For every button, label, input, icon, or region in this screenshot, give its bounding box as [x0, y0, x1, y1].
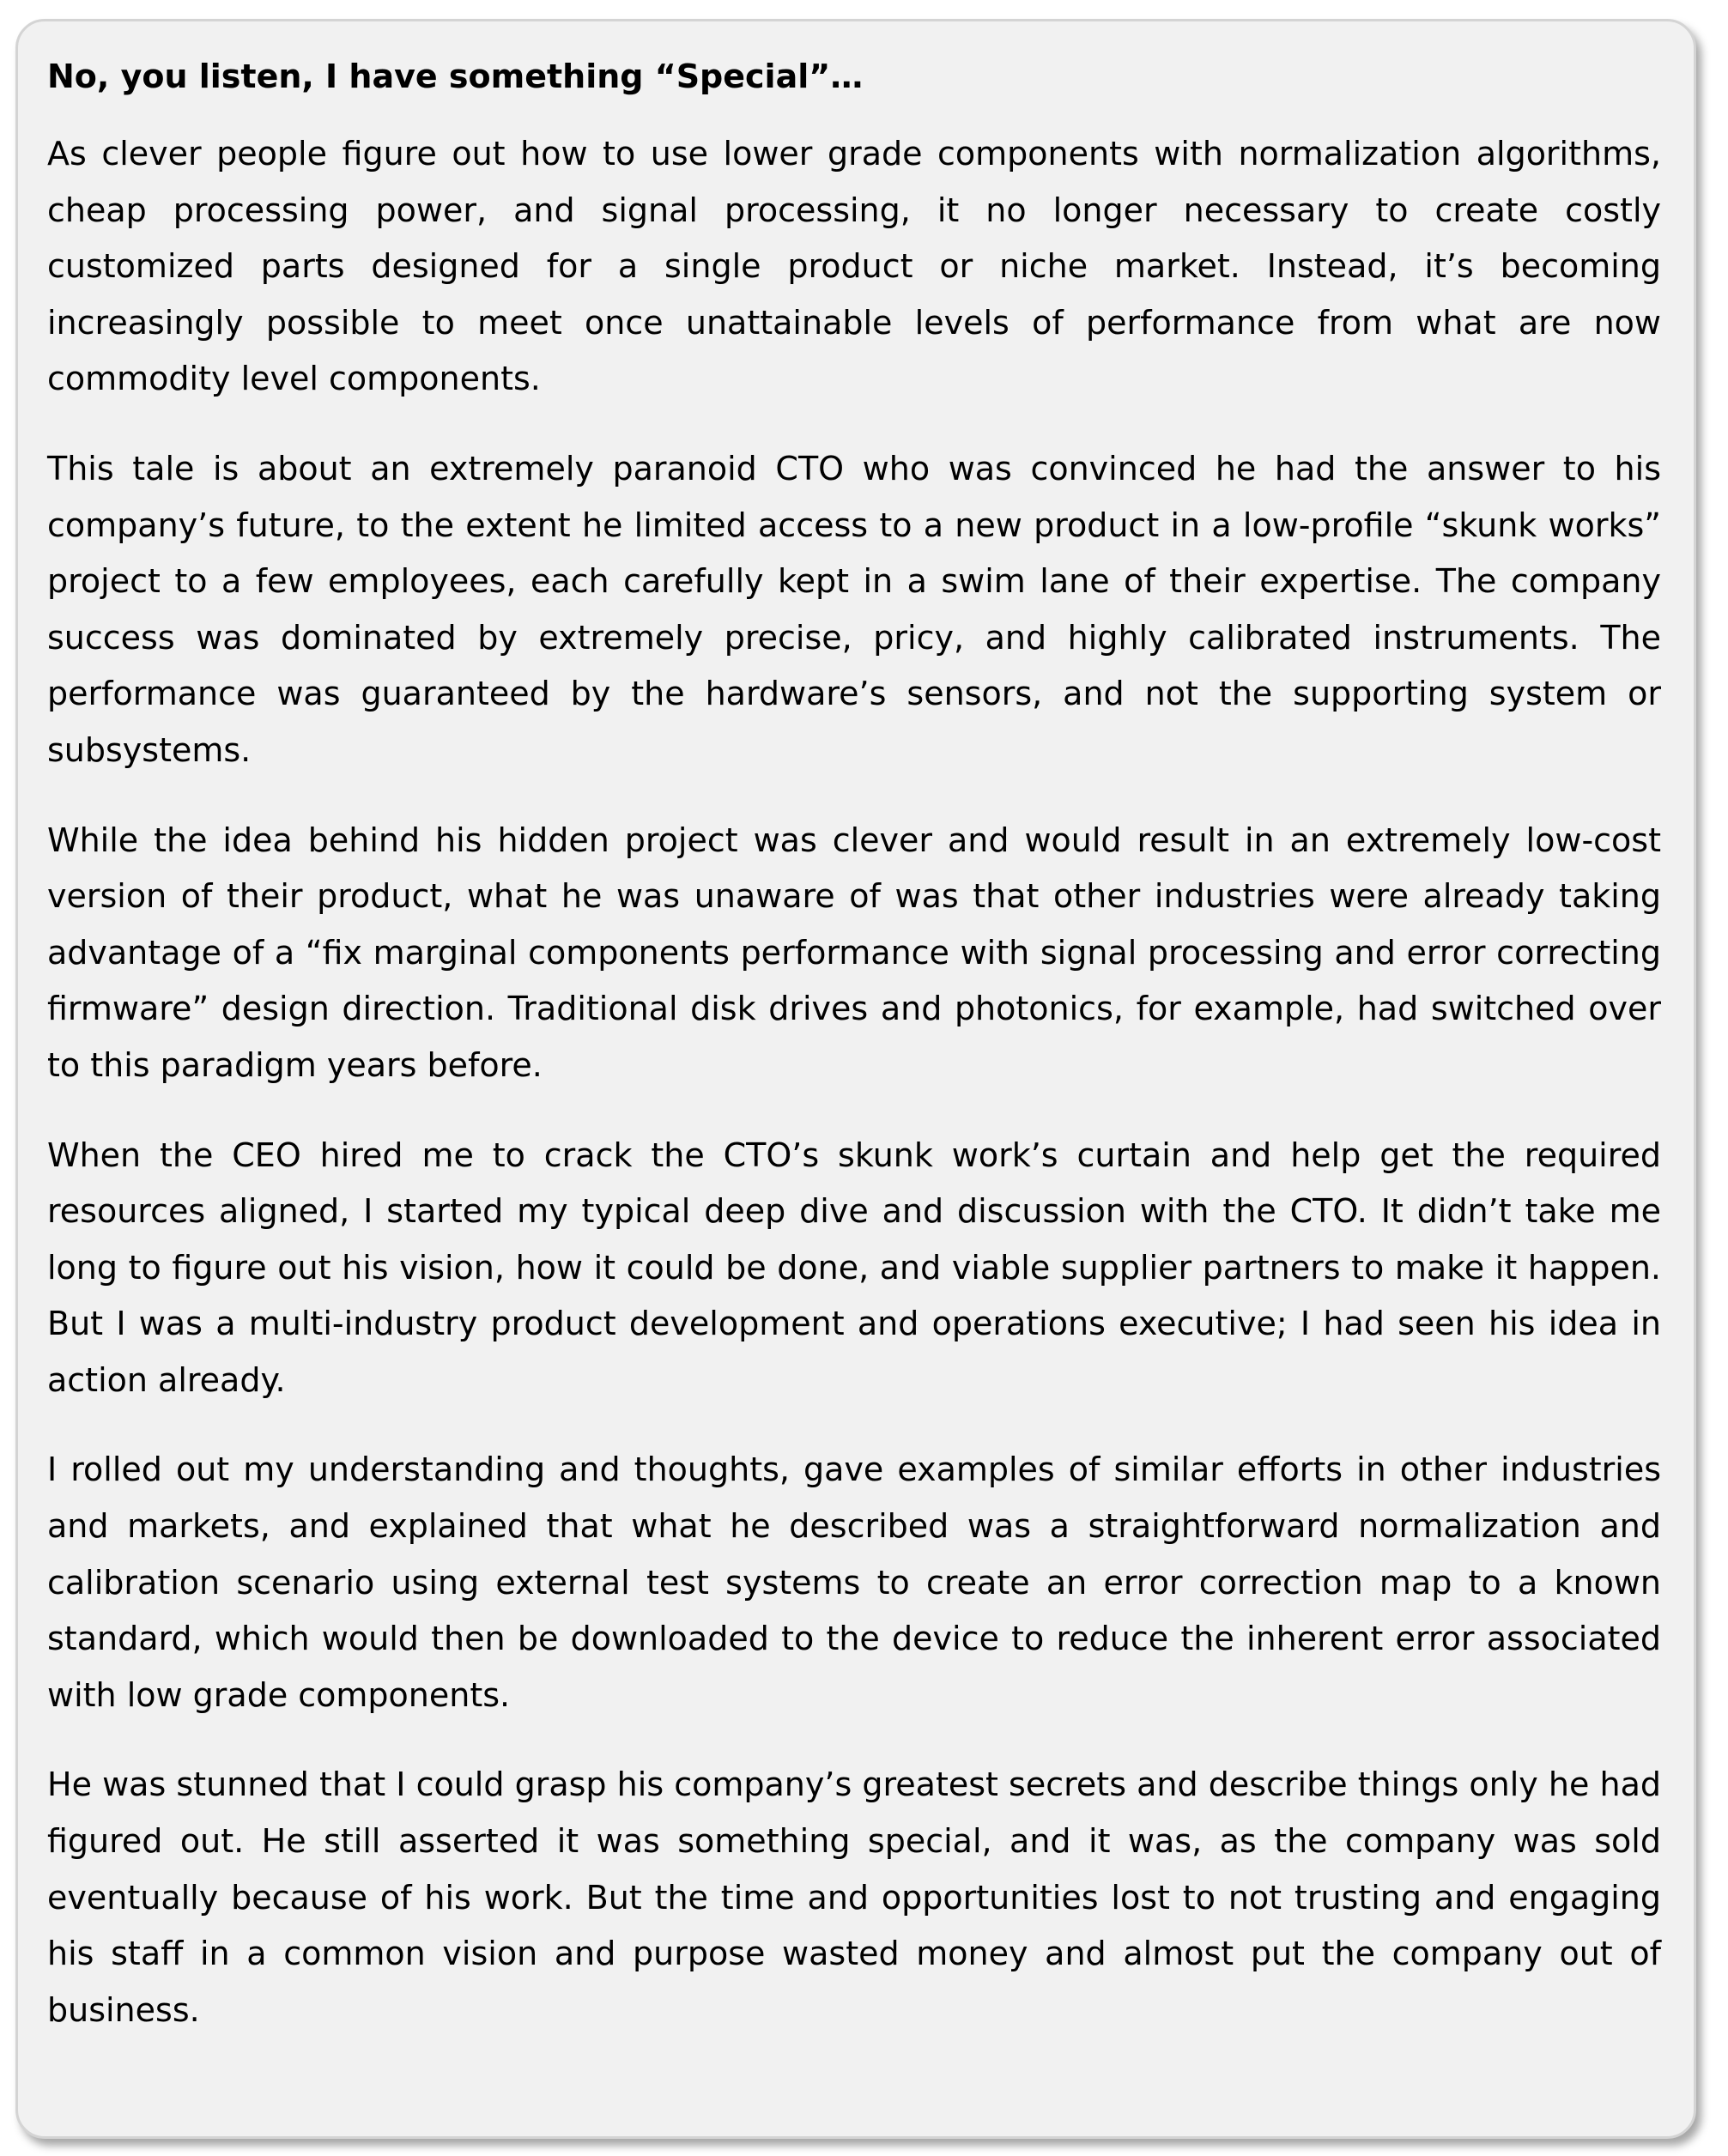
text-card [15, 19, 1696, 2139]
paragraph-3: While the idea behind his hidden project was clever and would result in an extremely low-cost version of their product, what he was unaware of was that other industries were already taking advantage of a “fix marginal components performance with signal processing and error correcting firmware” design direction. Traditional disk drives and photonics, for example, had switched over to this paradigm years before. [47, 821, 1661, 1084]
paragraph-2: This tale is about an extremely paranoid CTO who was convinced he had the answer to his company’s future, to the extent he limited access to a new product in a low-profile “skunk works” project to a few employees, each carefully kept in a swim lane of their expertise. The company success was dominated by extremely precise, pricy, and highly calibrated instruments. The performance was guaranteed by the hardware’s sensors, and not the supporting system or subsystems. [47, 449, 1661, 769]
paragraph-5: I rolled out my understanding and thoughts, gave examples of similar efforts in other industries and markets, and explained that what he described was a straightforward normalization and calibration scenario using external test systems to create an error correction map to a known standard, which would then be downloaded to the device to reduce the inherent error associated with low grade components. [47, 1450, 1661, 1714]
paragraph-6: He was stunned that I could grasp his company’s greatest secrets and describe things only he had figured out. He still asserted it was something special, and it was, as the company was sold eventually because of his work. But the time and opportunities lost to not trusting and engaging his staff in a common vision and purpose wasted money and almost put the company out of business. [47, 1765, 1661, 2029]
paragraph-4: When the CEO hired me to crack the CTO’s skunk work’s curtain and help get the required resources aligned, I started my typical deep dive and discussion with the CTO. It didn’t take me long to figure out his vision, how it could be done, and viable supplier partners to make it happen. But I was a multi-industry product development and operations executive; I had seen his idea in action already. [47, 1136, 1661, 1399]
card-title: No, you listen, I have something “Special”… [47, 58, 864, 95]
paragraph-1: As clever people figure out how to use lower grade components with normalization algorithms, cheap processing power, and signal processing, it no longer necessary to create costly customized parts designed for a single product or niche market. Instead, it’s becoming increasingly possible to meet once unattainable levels of performance from what are now commodity level components. [47, 135, 1661, 398]
